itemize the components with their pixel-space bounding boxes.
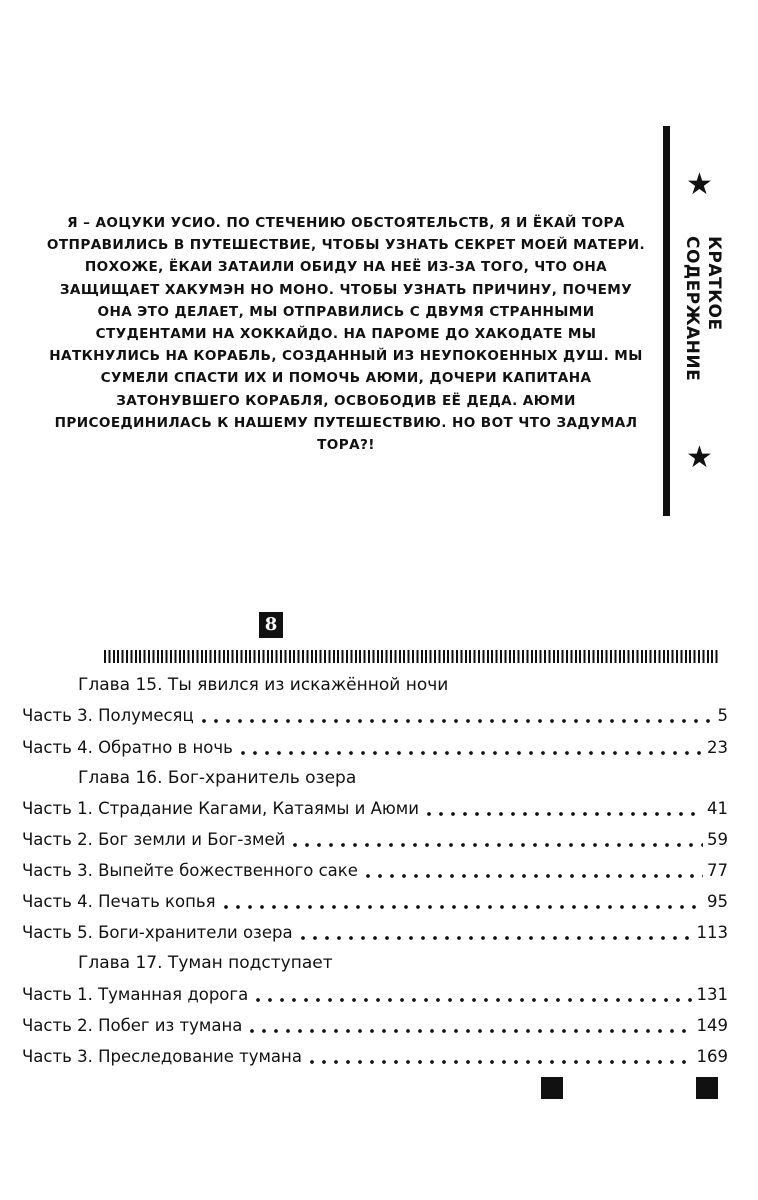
toc-entry-title: Часть 3. Преследование тумана xyxy=(22,1047,302,1066)
toc-entry-title: Часть 4. Печать копья xyxy=(22,892,216,911)
toc-entry-page: 59 xyxy=(707,830,728,849)
toc-entry[interactable] xyxy=(22,828,728,854)
toc-entry[interactable] xyxy=(22,1014,728,1040)
decorative-square xyxy=(696,1077,718,1099)
dot-leader xyxy=(220,904,703,910)
dot-leader xyxy=(252,997,692,1003)
toc-entry[interactable] xyxy=(22,704,728,730)
toc-entry[interactable] xyxy=(22,1045,728,1071)
chapter-heading: Глава 15. Ты явился из искажённой ночи xyxy=(78,675,449,695)
toc-entry-page: 5 xyxy=(717,706,728,725)
toc-entry-title: Часть 2. Побег из тумана xyxy=(22,1016,243,1035)
dot-leader xyxy=(289,842,703,848)
dot-leader xyxy=(297,935,693,941)
toc-entry-title: Часть 3. Выпейте божественного саке xyxy=(22,861,358,880)
toc-entry-title: Часть 5. Боги-хранители озера xyxy=(22,923,293,942)
toc-entry-page: 149 xyxy=(696,1016,728,1035)
toc-entry[interactable] xyxy=(22,921,728,947)
dot-leader xyxy=(362,873,703,879)
dot-leader xyxy=(198,718,714,724)
toc-entry-title: Часть 1. Туманная дорога xyxy=(22,985,249,1004)
summary-heading: КРАТКОЕ СОДЕРЖАНИЕ xyxy=(682,236,724,382)
decorative-square xyxy=(541,1077,563,1099)
toc-entry[interactable] xyxy=(22,736,728,762)
dot-leader xyxy=(423,811,703,817)
toc-entry-title: Часть 2. Бог земли и Бог-змей xyxy=(22,830,286,849)
toc-entry-page: 77 xyxy=(707,861,728,880)
toc-entry[interactable] xyxy=(22,797,728,823)
toc-entry-page: 95 xyxy=(707,892,728,911)
dot-leader xyxy=(237,750,703,756)
summary-text: Я – АОЦУКИ УСИО. ПО СТЕЧЕНИЮ ОБСТОЯТЕЛЬСТВ, Я И ЁКАЙ ТОРА ОТПРАВИЛИСЬ В ПУТЕШЕСТВИЕ, ЧТОБЫ УЗНАТЬ СЕКРЕТ МОЕЙ МАТЕРИ. ПОХОЖЕ, ЁКАИ ЗАТАИЛИ ОБИДУ НА НЕЁ ИЗ-ЗА ТОГО, ЧТО ОНА ЗАЩИЩАЕТ ХАКУМЭН НО МОНО. ЧТОБЫ УЗНАТЬ ПРИЧИНУ, ПОЧЕМУ ОНА ЭТО ДЕЛАЕТ, МЫ ОТПРАВИЛИСЬ С ДВУМЯ СТРАННЫМИ СТУДЕНТАМИ НА ХОККАЙДО. НА ПАРОМЕ ДО ХАКОДАТЕ МЫ НАТКНУЛИСЬ НА КОРАБЛЬ, СОЗДАННЫЙ ИЗ НЕУПОКОЕННЫХ ДУШ. МЫ СУМЕЛИ СПАСТИ ИХ И ПОМОЧЬ АЮМИ, ДОЧЕРИ КАПИТАНА ЗАТОНУВШЕГО КОРАБЛЯ, ОСВОБОДИВ ЕЁ ДЕДА. АЮМИ ПРИСОЕДИНИЛАСЬ К НАШЕМУ ПУТЕШЕСТВИЮ. НО ВОТ ЧТО ЗАДУМАЛ ТОРА?! xyxy=(46,215,646,454)
toc-entry-page: 113 xyxy=(696,923,728,942)
toc-entry-title: Часть 3. Полумесяц xyxy=(22,706,194,725)
toc-entry[interactable] xyxy=(22,859,728,885)
toc-entry-page: 23 xyxy=(707,738,728,757)
chapter-heading: Глава 17. Туман подступает xyxy=(78,953,333,973)
toc-entry-title: Часть 4. Обратно в ночь xyxy=(22,738,233,757)
toc-entry-title: Часть 1. Страдание Кагами, Катаямы и Аюми xyxy=(22,799,419,818)
dot-leader xyxy=(246,1028,692,1034)
toc-entry[interactable] xyxy=(22,983,728,1009)
star-icon: ★ xyxy=(686,440,713,475)
toc-entry-page: 131 xyxy=(696,985,728,1004)
toc-entry[interactable] xyxy=(22,890,728,916)
chapter-heading: Глава 16. Бог-хранитель озера xyxy=(78,768,357,788)
toc-entry-page: 169 xyxy=(696,1047,728,1066)
volume-number-badge: 8 xyxy=(259,612,283,638)
star-icon: ★ xyxy=(686,167,713,202)
toc-entry-page: 41 xyxy=(707,799,728,818)
dot-leader xyxy=(306,1059,693,1065)
